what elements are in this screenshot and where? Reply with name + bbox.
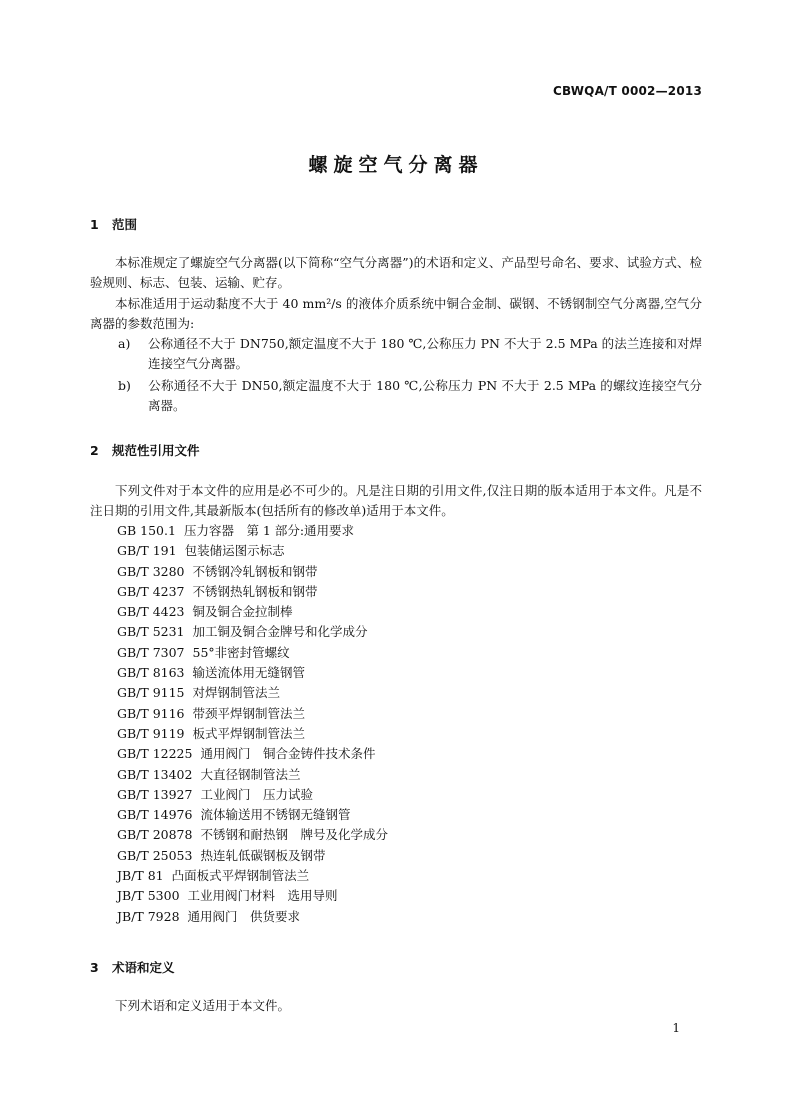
section-number: 2 <box>90 443 99 458</box>
reference-item <box>117 643 388 663</box>
reference-title: 不锈钢冷轧钢板和钢带 <box>192 563 318 579</box>
reference-item <box>117 825 388 845</box>
document-title: 螺旋空气分离器 <box>308 154 484 176</box>
reference-title: 通用阀门 铜合金铸件技术条件 <box>200 746 376 762</box>
reference-code: GB/T 4423 <box>117 604 185 620</box>
reference-code: GB/T 13402 <box>117 766 193 782</box>
list-item <box>118 376 702 416</box>
reference-title: 工业阀门 压力试验 <box>200 786 313 802</box>
reference-title: 带颈平焊钢制管法兰 <box>192 705 306 721</box>
reference-title: 对焊钢制管法兰 <box>192 685 281 701</box>
section-number: 1 <box>90 217 99 232</box>
reference-code: GB/T 25053 <box>117 847 193 863</box>
reference-item <box>117 805 388 825</box>
reference-title: 通用阀门 供货要求 <box>187 908 301 924</box>
reference-code: GB/T 191 <box>117 543 177 559</box>
list-item-text: 公称通径不大于 DN750,额定温度不大于 180 ℃,公称压力 PN 不大于 2.5 MPa 的法兰连接和对焊连接空气分离器。 <box>148 336 702 371</box>
list-item-label: b) <box>118 378 131 393</box>
section-heading-normative-references <box>90 441 200 459</box>
standard-number: CBWQA/T 0002—2013 <box>553 84 702 98</box>
paragraph: 下列文件对于本文件的应用是必不可少的。凡是注日期的引用文件,仅注日期的版本适用于本文件。凡是不注日期的引用文件,其最新版本(包括所有的修改单)适用于本文件。 <box>90 483 702 518</box>
reference-list <box>117 521 388 927</box>
reference-item <box>117 521 388 541</box>
reference-code: GB/T 9115 <box>117 685 185 701</box>
reference-title: 流体输送用不锈钢无缝钢管 <box>200 807 351 823</box>
reference-title: 工业用阀门材料 选用导则 <box>187 888 338 904</box>
reference-code: GB 150.1 <box>117 523 176 538</box>
reference-title: 不锈钢和耐热钢 牌号及化学成分 <box>200 827 388 843</box>
list-item-text: 公称通径不大于 DN50,额定温度不大于 180 ℃,公称压力 PN 不大于 2.5 MPa 的螺纹连接空气分离器。 <box>148 378 702 413</box>
reference-item <box>117 744 388 764</box>
list-item-label: a) <box>118 336 131 351</box>
reference-item <box>117 663 388 683</box>
reference-title: 凸面板式平焊钢制管法兰 <box>171 868 310 884</box>
list-item <box>118 334 702 374</box>
reference-title: 压力容器 第 1 部分:通用要求 <box>183 523 355 538</box>
reference-title: 55°非密封管螺纹 <box>192 644 290 660</box>
reference-code: GB/T 8163 <box>117 665 185 681</box>
reference-code: GB/T 12225 <box>117 746 193 762</box>
reference-item <box>117 541 388 561</box>
reference-item <box>117 846 388 866</box>
reference-item <box>117 602 388 622</box>
reference-item <box>117 907 388 927</box>
section-title: 规范性引用文件 <box>112 443 200 458</box>
reference-code: GB/T 9119 <box>117 725 185 741</box>
reference-item <box>117 886 388 906</box>
reference-code: GB/T 13927 <box>117 786 193 802</box>
paragraph: 下列术语和定义适用于本文件。 <box>115 998 291 1013</box>
section-number: 3 <box>90 960 99 975</box>
reference-code: GB/T 20878 <box>117 827 193 843</box>
reference-item <box>117 785 388 805</box>
reference-code: GB/T 9116 <box>117 705 185 721</box>
section-title: 术语和定义 <box>112 960 175 975</box>
reference-item <box>117 866 388 886</box>
section-title: 范围 <box>112 217 138 232</box>
reference-code: JB/T 81 <box>117 868 164 884</box>
reference-code: GB/T 14976 <box>117 807 193 823</box>
reference-title: 加工铜及铜合金牌号和化学成分 <box>192 624 368 640</box>
reference-item <box>117 562 388 582</box>
reference-title: 包装储运图示标志 <box>184 543 285 559</box>
reference-title: 热连轧低碳钢板及钢带 <box>200 847 326 863</box>
reference-code: GB/T 7307 <box>117 644 185 660</box>
reference-title: 大直径钢制管法兰 <box>200 766 301 782</box>
reference-title: 板式平焊钢制管法兰 <box>192 725 306 741</box>
reference-item <box>117 724 388 744</box>
reference-code: GB/T 4237 <box>117 583 185 599</box>
paragraph: 本标准适用于运动黏度不大于 40 mm²/s 的液体介质系统中铜合金制、碳钢、不锈钢制空气分离器,空气分离器的参数范围为: <box>90 296 702 331</box>
paragraph: 本标准规定了螺旋空气分离器(以下简称“空气分离器”)的术语和定义、产品型号命名、要求、试验方式、检验规则、标志、包装、运输、贮存。 <box>90 255 702 290</box>
reference-item <box>117 582 388 602</box>
reference-item <box>117 765 388 785</box>
section-heading-terms-definitions <box>90 958 175 976</box>
reference-code: GB/T 5231 <box>117 624 185 640</box>
reference-code: GB/T 3280 <box>117 563 185 579</box>
reference-title: 不锈钢热轧钢板和钢带 <box>192 583 318 599</box>
section-heading-scope <box>90 215 137 233</box>
reference-title: 铜及铜合金拉制棒 <box>192 604 293 620</box>
reference-title: 输送流体用无缝钢管 <box>192 665 306 681</box>
reference-code: JB/T 7928 <box>117 908 180 924</box>
reference-item <box>117 683 388 703</box>
page-number: 1 <box>672 1021 680 1035</box>
reference-item <box>117 704 388 724</box>
reference-item <box>117 622 388 642</box>
reference-code: JB/T 5300 <box>117 888 180 904</box>
